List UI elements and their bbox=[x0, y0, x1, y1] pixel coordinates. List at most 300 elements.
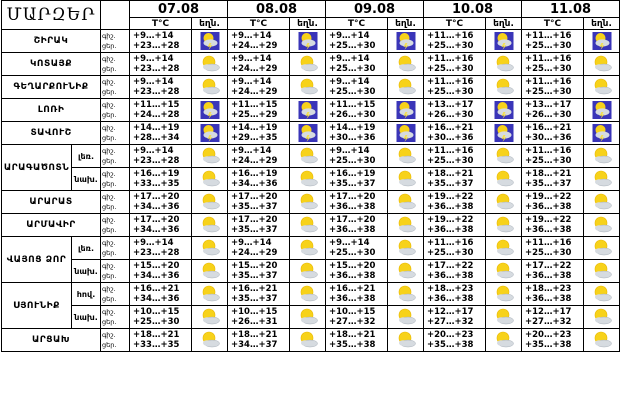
day-temperature: +25…+30 bbox=[329, 64, 376, 74]
night-label-text: գիշ. bbox=[102, 54, 116, 63]
night-temperature: +19…+22 bbox=[427, 191, 474, 202]
temperature-cell bbox=[522, 30, 584, 53]
day-temperature: +25…+30 bbox=[329, 87, 376, 97]
night-label-text: գիշ. bbox=[102, 31, 116, 40]
table-row bbox=[2, 168, 620, 191]
day-temperature: +25…+30 bbox=[427, 156, 474, 166]
day-temperature: +25…+29 bbox=[231, 110, 278, 120]
day-temperature: +25…+30 bbox=[525, 64, 572, 74]
night-label-text: գիշ. bbox=[102, 330, 116, 339]
weather-icon-cell bbox=[388, 145, 424, 168]
weather-icon-cell bbox=[486, 306, 522, 329]
night-label bbox=[101, 99, 130, 122]
night-temperature: +11…+16 bbox=[525, 145, 572, 156]
weather-icon-cell bbox=[486, 168, 522, 191]
night-label-text: գիշ. bbox=[102, 100, 116, 109]
day-temperature: +35…+38 bbox=[329, 340, 376, 350]
day-temperature: +33…+35 bbox=[133, 179, 180, 189]
region-name: ՇԻՐԱԿ bbox=[2, 30, 101, 53]
weather-icon-cell bbox=[192, 283, 228, 306]
region-name: ԱՐՑԱԽ bbox=[2, 329, 101, 352]
night-temperature: +10…+15 bbox=[329, 306, 376, 317]
day-temperature: +23…+28 bbox=[133, 87, 180, 97]
temperature-cell bbox=[326, 76, 388, 99]
night-temperature: +17…+20 bbox=[231, 214, 278, 225]
day-temperature: +25…+30 bbox=[329, 41, 376, 51]
temperature-cell bbox=[228, 214, 290, 237]
night-temperature: +20…+23 bbox=[427, 329, 474, 340]
night-label bbox=[101, 30, 130, 53]
night-label bbox=[101, 329, 130, 352]
day-temperature: +36…+38 bbox=[525, 225, 572, 235]
day-temperature: +35…+37 bbox=[231, 202, 278, 212]
temperature-header: T°C bbox=[228, 18, 290, 30]
night-temperature: +19…+22 bbox=[427, 214, 474, 225]
temperature-cell bbox=[130, 168, 192, 191]
weather-icon-cell bbox=[486, 76, 522, 99]
temperature-cell bbox=[326, 145, 388, 168]
day-temperature: +23…+28 bbox=[133, 64, 180, 74]
night-temperature: +14…+19 bbox=[133, 122, 180, 133]
day-label-text: ցեր. bbox=[102, 180, 117, 188]
weather-icon-cell bbox=[388, 306, 424, 329]
weather-icon-cell bbox=[486, 122, 522, 145]
subregion-label: նախ. bbox=[72, 306, 101, 329]
table-row bbox=[2, 260, 620, 283]
table-row bbox=[2, 30, 620, 53]
day-temperature: +35…+37 bbox=[231, 294, 278, 304]
day-temperature: +25…+30 bbox=[427, 64, 474, 74]
day-temperature: +35…+37 bbox=[329, 179, 376, 189]
temperature-cell bbox=[228, 53, 290, 76]
table-row bbox=[2, 214, 620, 237]
night-temperature: +18…+21 bbox=[525, 168, 572, 179]
night-temperature: +9…+14 bbox=[329, 53, 370, 64]
weather-icon-cell bbox=[192, 329, 228, 352]
region-name: ԱՐՄԱՎԻՐ bbox=[2, 214, 101, 237]
weather-icon-cell bbox=[584, 260, 620, 283]
temperature-cell bbox=[424, 214, 486, 237]
night-temperature: +9…+14 bbox=[329, 145, 370, 156]
temperature-cell bbox=[522, 306, 584, 329]
day-temperature: +33…+35 bbox=[133, 340, 180, 350]
table-row bbox=[2, 53, 620, 76]
temperature-cell bbox=[130, 30, 192, 53]
temperature-cell bbox=[522, 191, 584, 214]
night-temperature: +15…+20 bbox=[231, 260, 278, 271]
day-temperature: +25…+30 bbox=[525, 156, 572, 166]
night-temperature: +9…+14 bbox=[329, 76, 370, 87]
day-temperature: +34…+36 bbox=[133, 294, 180, 304]
region-name: ԼՈՌԻ bbox=[2, 99, 101, 122]
temperature-cell bbox=[326, 99, 388, 122]
day-temperature: +34…+36 bbox=[133, 225, 180, 235]
temperature-cell bbox=[130, 53, 192, 76]
night-temperature: +11…+16 bbox=[525, 76, 572, 87]
night-label bbox=[101, 191, 130, 214]
temperature-header: T°C bbox=[130, 18, 192, 30]
weather-icon-cell bbox=[486, 30, 522, 53]
weather-icon-cell bbox=[486, 191, 522, 214]
temperature-cell bbox=[326, 214, 388, 237]
night-temperature: +20…+23 bbox=[525, 329, 572, 340]
weather-icon-cell bbox=[584, 237, 620, 260]
subregion-label: նախ. bbox=[72, 168, 101, 191]
weather-icon-header: եղն. bbox=[584, 18, 620, 30]
day-temperature: +24…+29 bbox=[231, 41, 278, 51]
temperature-cell bbox=[326, 329, 388, 352]
night-label bbox=[101, 260, 130, 283]
day-temperature: +35…+37 bbox=[525, 179, 572, 189]
night-temperature: +11…+16 bbox=[525, 53, 572, 64]
temperature-cell bbox=[424, 122, 486, 145]
day-temperature: +36…+38 bbox=[525, 202, 572, 212]
day-temperature: +30…+36 bbox=[427, 133, 474, 143]
weather-icon-header: եղն. bbox=[290, 18, 326, 30]
night-temperature: +19…+22 bbox=[525, 214, 572, 225]
date-header: 11.08 bbox=[522, 1, 620, 18]
temperature-cell bbox=[228, 260, 290, 283]
temperature-cell bbox=[522, 214, 584, 237]
weather-icon-cell bbox=[192, 168, 228, 191]
forecast-table bbox=[1, 0, 620, 352]
region-name: ԱՐԱԳԱԾՈՏՆ bbox=[2, 145, 72, 191]
weather-icon-cell bbox=[388, 237, 424, 260]
night-temperature: +13…+17 bbox=[525, 99, 572, 110]
temperature-cell bbox=[522, 260, 584, 283]
temperature-cell bbox=[326, 30, 388, 53]
weather-icon-cell bbox=[192, 214, 228, 237]
temperature-cell bbox=[326, 260, 388, 283]
day-temperature: +36…+38 bbox=[427, 271, 474, 281]
night-label bbox=[101, 76, 130, 99]
day-temperature: +35…+37 bbox=[427, 179, 474, 189]
weather-icon-cell bbox=[584, 168, 620, 191]
night-temperature: +17…+20 bbox=[329, 191, 376, 202]
weather-icon-cell bbox=[584, 53, 620, 76]
night-temperature: +9…+14 bbox=[133, 145, 174, 156]
table-row bbox=[2, 283, 620, 306]
temperature-cell bbox=[130, 214, 192, 237]
day-temperature: +35…+38 bbox=[427, 340, 474, 350]
night-temperature: +11…+16 bbox=[427, 145, 474, 156]
temperature-cell bbox=[228, 30, 290, 53]
temperature-cell bbox=[326, 168, 388, 191]
temperature-cell bbox=[130, 237, 192, 260]
day-label-text: ցեր. bbox=[102, 272, 117, 280]
weather-icon-cell bbox=[290, 99, 326, 122]
date-header: 07.08 bbox=[130, 1, 228, 18]
weather-icon-cell bbox=[486, 283, 522, 306]
weather-icon-cell bbox=[486, 214, 522, 237]
weather-icon-cell bbox=[290, 53, 326, 76]
night-temperature: +14…+19 bbox=[329, 122, 376, 133]
day-temperature: +27…+32 bbox=[329, 317, 376, 327]
temperature-cell bbox=[130, 191, 192, 214]
day-temperature: +24…+29 bbox=[231, 156, 278, 166]
weather-icon-cell bbox=[388, 122, 424, 145]
night-temperature: +9…+14 bbox=[133, 76, 174, 87]
night-temperature: +9…+14 bbox=[329, 30, 370, 41]
night-temperature: +9…+14 bbox=[133, 53, 174, 64]
weather-icon-cell bbox=[388, 53, 424, 76]
temperature-cell bbox=[522, 99, 584, 122]
day-temperature: +36…+38 bbox=[329, 202, 376, 212]
weather-icon-cell bbox=[192, 191, 228, 214]
temperature-cell bbox=[130, 99, 192, 122]
weather-icon-cell bbox=[584, 329, 620, 352]
date-header: 10.08 bbox=[424, 1, 522, 18]
night-temperature: +18…+21 bbox=[427, 168, 474, 179]
night-temperature: +17…+22 bbox=[427, 260, 474, 271]
table-row bbox=[2, 329, 620, 352]
night-temperature: +15…+20 bbox=[329, 260, 376, 271]
night-temperature: +17…+20 bbox=[133, 191, 180, 202]
day-temperature: +36…+38 bbox=[329, 225, 376, 235]
night-label-text: գիշ. bbox=[102, 215, 116, 224]
night-temperature: +16…+19 bbox=[329, 168, 376, 179]
weather-icon-cell bbox=[388, 191, 424, 214]
temperature-cell bbox=[326, 53, 388, 76]
temperature-cell bbox=[424, 237, 486, 260]
weather-icon-cell bbox=[388, 329, 424, 352]
weather-icon-cell bbox=[584, 191, 620, 214]
day-temperature: +23…+28 bbox=[133, 41, 180, 51]
temperature-cell bbox=[424, 53, 486, 76]
weather-icon-cell bbox=[388, 260, 424, 283]
weather-icon-cell bbox=[290, 145, 326, 168]
day-label-text: ցեր. bbox=[102, 111, 117, 119]
day-temperature: +36…+38 bbox=[427, 225, 474, 235]
day-label-text: ցեր. bbox=[102, 65, 117, 73]
date-header: 08.08 bbox=[228, 1, 326, 18]
temperature-cell bbox=[326, 191, 388, 214]
region-name: ԳԵՂԱՐՔՈՒՆԻՔ bbox=[2, 76, 101, 99]
weather-icon-cell bbox=[192, 30, 228, 53]
night-label-text: գիշ. bbox=[102, 123, 116, 132]
day-label-text: ցեր. bbox=[102, 341, 117, 349]
day-temperature: +36…+38 bbox=[427, 202, 474, 212]
day-temperature: +28…+34 bbox=[133, 133, 180, 143]
weather-icon-cell bbox=[192, 76, 228, 99]
temperature-cell bbox=[424, 283, 486, 306]
day-temperature: +25…+30 bbox=[427, 41, 474, 51]
table-row bbox=[2, 191, 620, 214]
weather-icon-cell bbox=[290, 191, 326, 214]
day-temperature: +34…+36 bbox=[133, 202, 180, 212]
weather-icon-cell bbox=[388, 30, 424, 53]
temperature-cell bbox=[522, 329, 584, 352]
temperature-cell bbox=[130, 329, 192, 352]
temperature-cell bbox=[228, 191, 290, 214]
temperature-cell bbox=[522, 122, 584, 145]
day-temperature: +30…+36 bbox=[525, 133, 572, 143]
day-temperature: +30…+36 bbox=[329, 133, 376, 143]
night-temperature: +11…+16 bbox=[427, 237, 474, 248]
weather-icon-cell bbox=[290, 306, 326, 329]
night-temperature: +17…+20 bbox=[231, 191, 278, 202]
subregion-label: նախ. bbox=[72, 260, 101, 283]
temperature-cell bbox=[130, 306, 192, 329]
temperature-cell bbox=[228, 122, 290, 145]
temperature-cell bbox=[424, 30, 486, 53]
night-temperature: +11…+15 bbox=[133, 99, 180, 110]
weather-icon-cell bbox=[584, 99, 620, 122]
table-row bbox=[2, 145, 620, 168]
region-column-header: ՄԱՐԶԵՐ bbox=[2, 1, 101, 30]
day-temperature: +26…+30 bbox=[427, 110, 474, 120]
temperature-cell bbox=[228, 168, 290, 191]
day-temperature: +34…+36 bbox=[133, 271, 180, 281]
weather-icon-cell bbox=[388, 168, 424, 191]
night-temperature: +11…+15 bbox=[329, 99, 376, 110]
weather-icon-header: եղն. bbox=[486, 18, 522, 30]
temperature-cell bbox=[228, 99, 290, 122]
region-name: ԱՐԱՐԱՏ bbox=[2, 191, 101, 214]
night-temperature: +17…+22 bbox=[525, 260, 572, 271]
temperature-cell bbox=[424, 329, 486, 352]
day-label-text: ցեր. bbox=[102, 249, 117, 257]
temperature-cell bbox=[424, 191, 486, 214]
day-temperature: +25…+30 bbox=[427, 87, 474, 97]
day-temperature: +29…+35 bbox=[231, 133, 278, 143]
weather-icon-cell bbox=[290, 214, 326, 237]
temperature-header: T°C bbox=[326, 18, 388, 30]
subregion-label: հով. bbox=[72, 283, 101, 306]
region-name: ՎԱՅՈՑ ՁՈՐ bbox=[2, 237, 72, 283]
day-temperature: +35…+37 bbox=[231, 225, 278, 235]
weather-icon-cell bbox=[388, 76, 424, 99]
temperature-cell bbox=[424, 76, 486, 99]
night-temperature: +16…+21 bbox=[427, 122, 474, 133]
night-label bbox=[101, 168, 130, 191]
day-temperature: +36…+38 bbox=[329, 294, 376, 304]
temperature-cell bbox=[326, 122, 388, 145]
night-label-text: գիշ. bbox=[102, 284, 116, 293]
night-temperature: +15…+20 bbox=[133, 260, 180, 271]
table-row bbox=[2, 306, 620, 329]
night-temperature: +9…+14 bbox=[231, 237, 272, 248]
weather-icon-cell bbox=[388, 99, 424, 122]
day-temperature: +36…+38 bbox=[427, 294, 474, 304]
night-label-text: գիշ. bbox=[102, 169, 116, 178]
night-temperature: +16…+21 bbox=[525, 122, 572, 133]
table-row bbox=[2, 99, 620, 122]
temperature-cell bbox=[228, 237, 290, 260]
weather-icon-cell bbox=[584, 122, 620, 145]
night-temperature: +16…+21 bbox=[231, 283, 278, 294]
subregion-label: լեռ. bbox=[72, 237, 101, 260]
night-temperature: +18…+21 bbox=[329, 329, 376, 340]
weather-icon-cell bbox=[192, 99, 228, 122]
weather-icon-cell bbox=[486, 237, 522, 260]
weather-icon-cell bbox=[584, 30, 620, 53]
night-temperature: +9…+14 bbox=[133, 30, 174, 41]
night-temperature: +16…+21 bbox=[329, 283, 376, 294]
weather-icon-cell bbox=[290, 76, 326, 99]
weather-icon-cell bbox=[486, 329, 522, 352]
weather-icon-cell bbox=[584, 283, 620, 306]
night-temperature: +9…+14 bbox=[133, 237, 174, 248]
weather-icon-cell bbox=[192, 122, 228, 145]
temperature-cell bbox=[522, 168, 584, 191]
table-row bbox=[2, 76, 620, 99]
night-temperature: +14…+19 bbox=[231, 122, 278, 133]
temperature-cell bbox=[424, 145, 486, 168]
day-temperature: +25…+30 bbox=[329, 156, 376, 166]
day-temperature: +34…+36 bbox=[231, 179, 278, 189]
temperature-header: T°C bbox=[522, 18, 584, 30]
temperature-cell bbox=[326, 283, 388, 306]
header-blank bbox=[101, 1, 130, 30]
weather-icon-cell bbox=[192, 145, 228, 168]
temperature-cell bbox=[522, 145, 584, 168]
weather-icon-cell bbox=[388, 214, 424, 237]
date-header: 09.08 bbox=[326, 1, 424, 18]
day-label-text: ցեր. bbox=[102, 203, 117, 211]
day-label-text: ցեր. bbox=[102, 134, 117, 142]
region-name: ՍՅՈՒՆԻՔ bbox=[2, 283, 72, 329]
night-label bbox=[101, 283, 130, 306]
temperature-cell bbox=[228, 329, 290, 352]
temperature-cell bbox=[130, 145, 192, 168]
day-temperature: +26…+30 bbox=[525, 110, 572, 120]
night-temperature: +10…+15 bbox=[133, 306, 180, 317]
temperature-cell bbox=[228, 283, 290, 306]
temperature-cell bbox=[424, 99, 486, 122]
day-temperature: +34…+37 bbox=[231, 340, 278, 350]
night-temperature: +11…+16 bbox=[525, 237, 572, 248]
region-name: ՏԱՎՈՒՇ bbox=[2, 122, 101, 145]
weather-icon-header: եղն. bbox=[192, 18, 228, 30]
day-temperature: +24…+29 bbox=[231, 248, 278, 258]
day-temperature: +24…+28 bbox=[133, 110, 180, 120]
night-label-text: գիշ. bbox=[102, 238, 116, 247]
weather-icon-cell bbox=[584, 306, 620, 329]
day-temperature: +35…+37 bbox=[231, 271, 278, 281]
night-temperature: +9…+14 bbox=[231, 76, 272, 87]
temperature-cell bbox=[228, 145, 290, 168]
weather-icon-cell bbox=[486, 99, 522, 122]
night-temperature: +11…+16 bbox=[427, 30, 474, 41]
temperature-cell bbox=[424, 168, 486, 191]
day-temperature: +36…+38 bbox=[525, 271, 572, 281]
day-temperature: +36…+38 bbox=[329, 271, 376, 281]
night-temperature: +11…+16 bbox=[427, 53, 474, 64]
weather-icon-cell bbox=[192, 237, 228, 260]
day-temperature: +27…+32 bbox=[427, 317, 474, 327]
night-label bbox=[101, 53, 130, 76]
temperature-cell bbox=[424, 306, 486, 329]
temperature-cell bbox=[130, 260, 192, 283]
day-temperature: +25…+30 bbox=[329, 248, 376, 258]
temperature-cell bbox=[522, 237, 584, 260]
day-temperature: +23…+28 bbox=[133, 156, 180, 166]
night-temperature: +13…+17 bbox=[427, 99, 474, 110]
night-temperature: +17…+20 bbox=[133, 214, 180, 225]
weather-icon-cell bbox=[486, 53, 522, 76]
temperature-cell bbox=[522, 76, 584, 99]
night-label-text: գիշ. bbox=[102, 146, 116, 155]
weather-icon-cell bbox=[290, 283, 326, 306]
night-label-text: գիշ. bbox=[102, 307, 116, 316]
night-temperature: +9…+14 bbox=[231, 53, 272, 64]
day-temperature: +25…+30 bbox=[133, 317, 180, 327]
weather-icon-cell bbox=[290, 30, 326, 53]
temperature-cell bbox=[326, 306, 388, 329]
night-temperature: +9…+14 bbox=[329, 237, 370, 248]
temperature-cell bbox=[326, 237, 388, 260]
